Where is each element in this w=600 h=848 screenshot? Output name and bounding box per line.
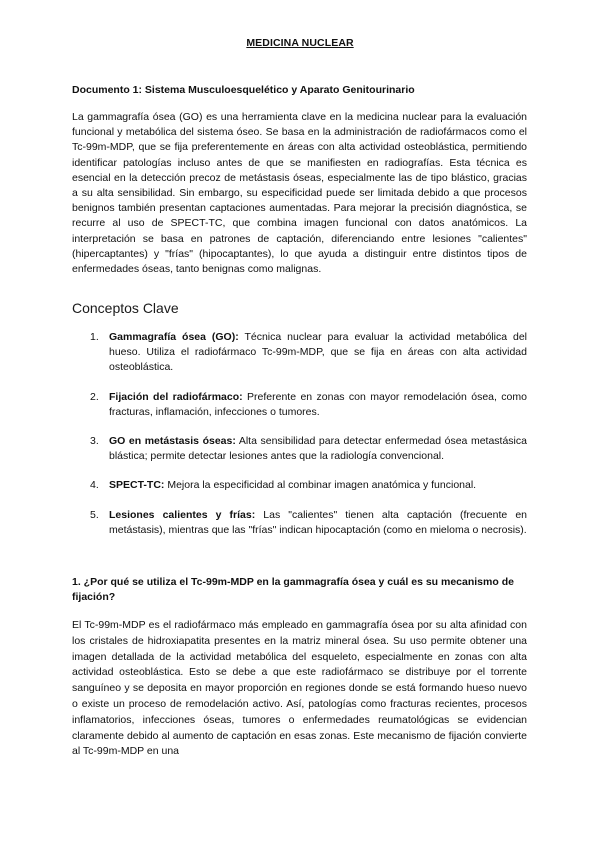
concept-item-5 — [72, 508, 527, 538]
concept-number: 3. — [90, 435, 99, 448]
concept-item-1 — [72, 330, 527, 376]
intro-paragraph: La gammagrafía ósea (GO) es una herramienta clave en la medicina nuclear para la evaluación funcional y metabólica del sistema óseo. Se basa en la administración de radiofármacos como el Tc-99m-MDP, que se fija preferentemente en áreas con alta actividad osteoblástica, permitiendo identificar patologías incluso antes de que se manifiesten en radiografías. Esta técnica es esencial en la detección precoz de metástasis óseas, especialmente las de tipo blástico, gracias a su alta sensibilidad. Sin embargo, su especificidad puede ser limitada debido a que procesos benignos también presentan captaciones aumentadas. Para mejorar la precisión diagnóstica, se recurre al uso de SPECT-TC, que combina imagen funcional con datos anatómicos. La interpretación se basa en patrones de captación, diferenciando entre lesiones "calientes" (hipercaptantes) y "frías" (hipocaptantes), lo que ayuda a distinguir entre distintos tipos de enfermedades óseas, tanto benignas como malignas. — [72, 111, 527, 276]
concept-description: Técnica nuclear para evaluar la actividad metabólica del hueso. Utiliza el radiofármaco Tc-99m-MDP, que se fija en áreas con alta actividad osteoblástica. — [109, 331, 527, 374]
concept-description: Mejora la especificidad al combinar imagen anatómica y funcional. — [164, 479, 477, 492]
concept-description: Alta sensibilidad para detectar enfermedad ósea metastásica blástica; permite detectar lesiones antes que la radiología convencional. — [109, 435, 527, 463]
question-heading: 1. ¿Por qué se utiliza el Tc-99m-MDP en la gammagrafía ósea y cuál es su mecanismo de fijación? — [72, 576, 514, 604]
concept-term: Gammagrafía ósea (GO): — [109, 331, 239, 343]
concepts-list — [72, 330, 527, 552]
concept-number: 2. — [90, 390, 99, 403]
concept-term: GO en metástasis óseas: — [109, 435, 236, 448]
concept-term: Fijación del radiofármaco: — [109, 390, 243, 403]
concept-number: 1. — [90, 331, 99, 343]
document-heading: Documento 1: Sistema Musculoesquelético y Aparato Genitourinario — [72, 84, 415, 96]
concept-description: Preferente en zonas con mayor remodelación ósea, como fracturas, inflamación, infecciones o tumores. — [109, 390, 527, 418]
concept-item-3 — [72, 434, 527, 464]
concept-number: 5. — [90, 508, 99, 521]
concept-term: SPECT-TC: — [109, 479, 165, 492]
concept-item-4 — [72, 478, 527, 493]
concept-term: Lesiones calientes y frías: — [109, 508, 256, 521]
page-title: MEDICINA NUCLEAR — [246, 37, 354, 49]
concept-number: 4. — [90, 479, 99, 492]
concept-item-2 — [72, 390, 527, 420]
answer-paragraph: El Tc-99m-MDP es el radiofármaco más empleado en gammagrafía ósea por su alta afinidad con los cristales de hidroxiapatita presentes en la matriz mineral ósea. Su uso permite obtener una imagen detallada de la actividad metabólica del esqueleto, especialmente en zonas con alta actividad osteoblástica. Esto se debe a que este radiofármaco se distribuye por el torrente sanguíneo y se deposita en mayor proporción en regiones donde se está formando hueso nuevo o existe un proceso de remodelación activo. Así, patologías como fracturas recientes, procesos inflamatorios, infecciones óseas, tumores o enfermedades reumatológicas se evidencian claramente debido al aumento de captación en esas zonas. Este mecanismo de fijación convierte al Tc-99m-MDP en una — [72, 619, 527, 758]
concepts-section-title: Conceptos Clave — [72, 300, 179, 316]
concept-description: Las "calientes" tienen alta captación (frecuente en metástasis), mientras que las "frías" indican hipocaptación (como en mieloma o necrosis). — [109, 508, 527, 536]
